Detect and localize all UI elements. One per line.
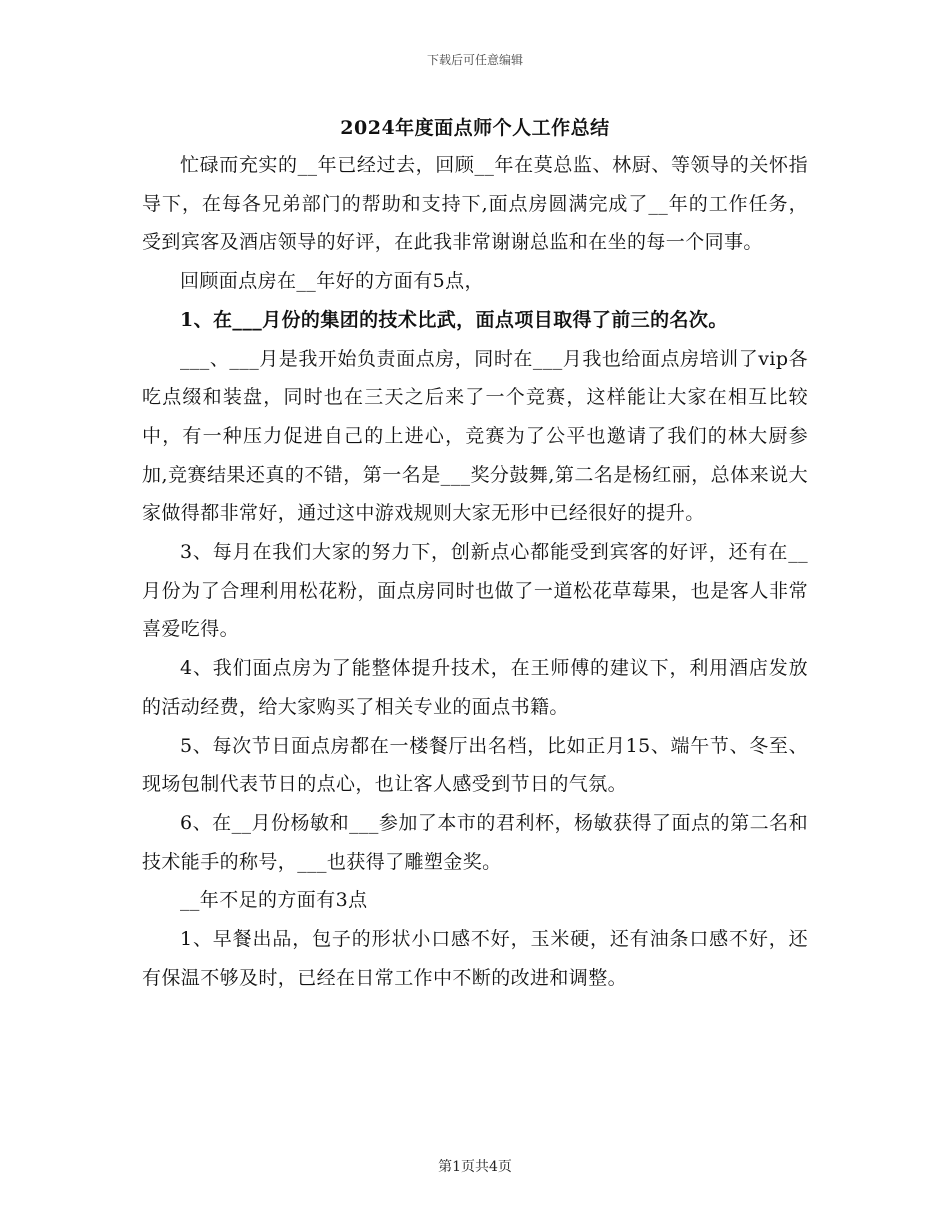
paragraph: 回顾面点房在__年好的方面有5点，	[180, 270, 484, 293]
page-number: 第1页共4页	[438, 1159, 512, 1175]
paragraph: 6、在__月份杨敏和___参加了本市的君利杯，杨敏获得了面点的第二名和技术能手的称号，___也获得了雕塑金奖。	[142, 811, 808, 873]
paragraph: 5、每次节日面点房都在一楼餐厅出名档，比如正月15、端午节、冬至、现场包制代表节日的点心，也让客人感受到节日的气氛。	[142, 734, 808, 796]
paragraph: 3、每月在我们大家的努力下，创新点心都能受到宾客的好评，还有在__月份为了合理利用松花粉，面点房同时也做了一道松花草莓果，也是客人非常喜爱吃得。	[142, 541, 808, 641]
paragraph: ___、___月是我开始负责面点房，同时在___月我也给面点房培训了vip各吃点缀和装盘，同时也在三天之后来了一个竞赛，这样能让大家在相互比较中，有一种压力促进自己的上进心，竞赛为了公平也邀请了我们的林大厨参加,竞赛结果还真的不错，第一名是___奖分鼓舞,第二名是杨红丽，总体来说大家做得都非常好，通过这中游戏规则大家无形中已经很好的提升。	[142, 347, 808, 525]
paragraph: 忙碌而充实的__年已经过去，回顾__年在莫总监、林厨、等领导的关怀指导下，在每各兄弟部门的帮助和支持下,面点房圆满完成了__年的工作任务，受到宾客及酒店领导的好评，在此我非常谢谢总监和在坐的每一个同事。	[142, 154, 808, 254]
paragraph-highlight: 1、在___月份的集团的技术比武，面点项目取得了前三的名次。	[180, 308, 728, 331]
paragraph: 4、我们面点房为了能整体提升技术，在王师傅的建议下，利用酒店发放的活动经费，给大家购买了相关专业的面点书籍。	[142, 657, 808, 718]
paragraph: __年不足的方面有3点	[180, 889, 368, 912]
page-header-note: 下载后可任意编辑	[426, 53, 523, 67]
document-title: 2024年度面点师个人工作总结	[340, 117, 610, 139]
paragraph: 1、早餐出品，包子的形状小口感不好，玉米硬，还有油条口感不好，还有保温不够及时，已经在日常工作中不断的改进和调整。	[142, 928, 808, 989]
document-body	[142, 146, 808, 997]
